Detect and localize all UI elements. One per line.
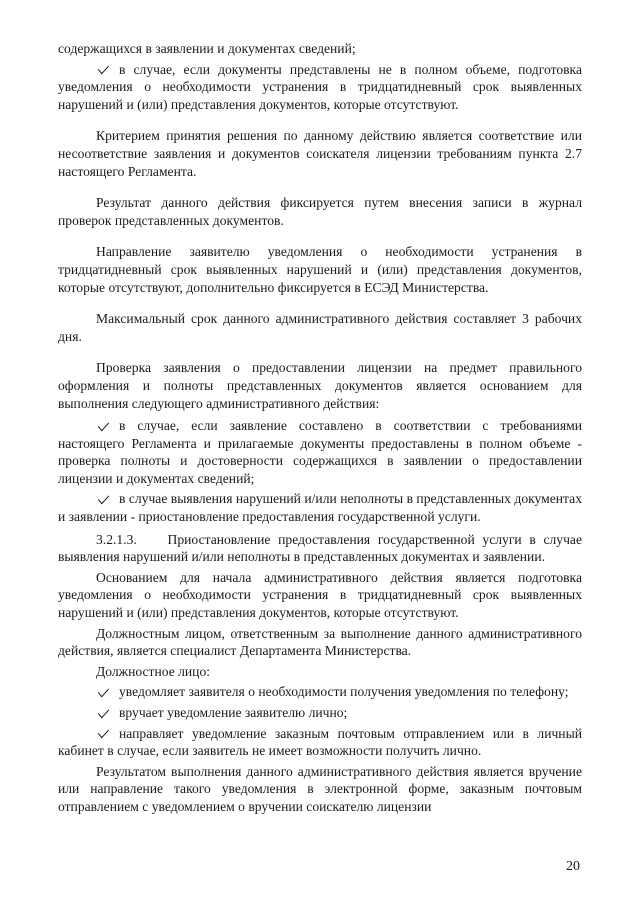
bullet-item <box>58 725 582 760</box>
paragraph-text: Должностное лицо: <box>96 663 211 679</box>
checkmark-icon <box>98 705 109 718</box>
paragraph <box>58 243 582 296</box>
paragraph-text: Проверка заявления о предоставлении лицензии на предмет правильного оформления и полноты представленных документов является основанием для выполнения следующего административного действия: <box>58 360 582 411</box>
checkmark-icon <box>98 726 109 739</box>
bullet-item <box>58 490 582 525</box>
section-heading <box>58 531 586 566</box>
document-body <box>58 40 586 816</box>
bullet-text: в случае, если заявление составлено в соответствии с требованиями настоящего Регламента и прилагаемые документы предоставлены в полном объеме - проверка полноты и достоверности содержащихся в заявлении о предоставлении лицензии и документах сведений; <box>58 418 582 486</box>
paragraph-text: Основанием для начала административного действия является подготовка уведомления о необходимости устранения в тридцатидневный срок выявленных нарушений и (или) представления документов, которые отсутствуют. <box>58 569 582 621</box>
paragraph-text: Должностным лицом, ответственным за выполнение данного административного действия, является специалист Департамента Министерства. <box>58 625 582 659</box>
bullet-item <box>58 61 582 114</box>
checkmark-icon <box>98 62 109 75</box>
bullet-text: направляет уведомление заказным почтовым отправлением или в личный кабинет в случае, если заявитель не имеет возможности получить лично. <box>58 725 582 759</box>
paragraph <box>58 194 582 229</box>
bullet-text: вручает уведомление заявителю лично; <box>119 705 348 720</box>
paragraph <box>58 40 582 58</box>
paragraph <box>58 569 582 622</box>
bullet-text: в случае, если документы представлены не в полном объеме, подготовка уведомления о необходимости устранения в тридцатидневный срок выявленных нарушений и (или) представления документов, которые отсутствуют. <box>58 61 582 112</box>
checkmark-icon <box>98 492 109 505</box>
paragraph <box>58 763 582 816</box>
paragraph <box>58 127 582 180</box>
checkmark-icon <box>98 419 109 432</box>
paragraph-text: Критерием принятия решения по данному действию является соответствие или несоответствие заявления и документов соискателя лицензии требованиям пункта 2.7 настоящего Регламента. <box>58 128 582 179</box>
bullet-item <box>58 704 582 722</box>
bullet-text: уведомляет заявителя о необходимости получения уведомления по телефону; <box>119 684 569 700</box>
page-number: 20 <box>566 859 580 874</box>
paragraph <box>58 663 582 681</box>
paragraph-text: Результатом выполнения данного административного действия является вручение или направление такого уведомления в электронной форме, заказным почтовым отправлением с уведомлением о вручении соискателю лицензии <box>58 763 582 814</box>
bullet-item <box>58 417 582 487</box>
bullet-item <box>58 683 582 701</box>
paragraph-text: Результат данного действия фиксируется путем внесения записи в журнал проверок представленных документов. <box>58 195 582 228</box>
paragraph-text: содержащихся в заявлении и документах сведений; <box>58 41 356 56</box>
paragraph <box>58 310 582 345</box>
paragraph-text: Направление заявителю уведомления о необходимости устранения в тридцатидневный срок выявленных нарушений и (или) представления документов, которые отсутствуют, дополнительно фиксируется в ЕСЭД Министерства. <box>58 244 582 295</box>
paragraph <box>58 625 582 660</box>
bullet-text: в случае выявления нарушений и/или неполноты в представленных документах и заявлении - приостановление предоставления государственной услуги. <box>58 491 582 525</box>
paragraph <box>58 359 582 412</box>
checkmark-icon <box>98 685 109 698</box>
paragraph-text: Максимальный срок данного административного действия составляет 3 рабочих дня. <box>58 311 582 344</box>
section-text: 3.2.1.3. Приостановление предоставления государственной услуги в случае выявления нарушений и/или неполноты в представленных документах и заявлении. <box>58 531 586 565</box>
